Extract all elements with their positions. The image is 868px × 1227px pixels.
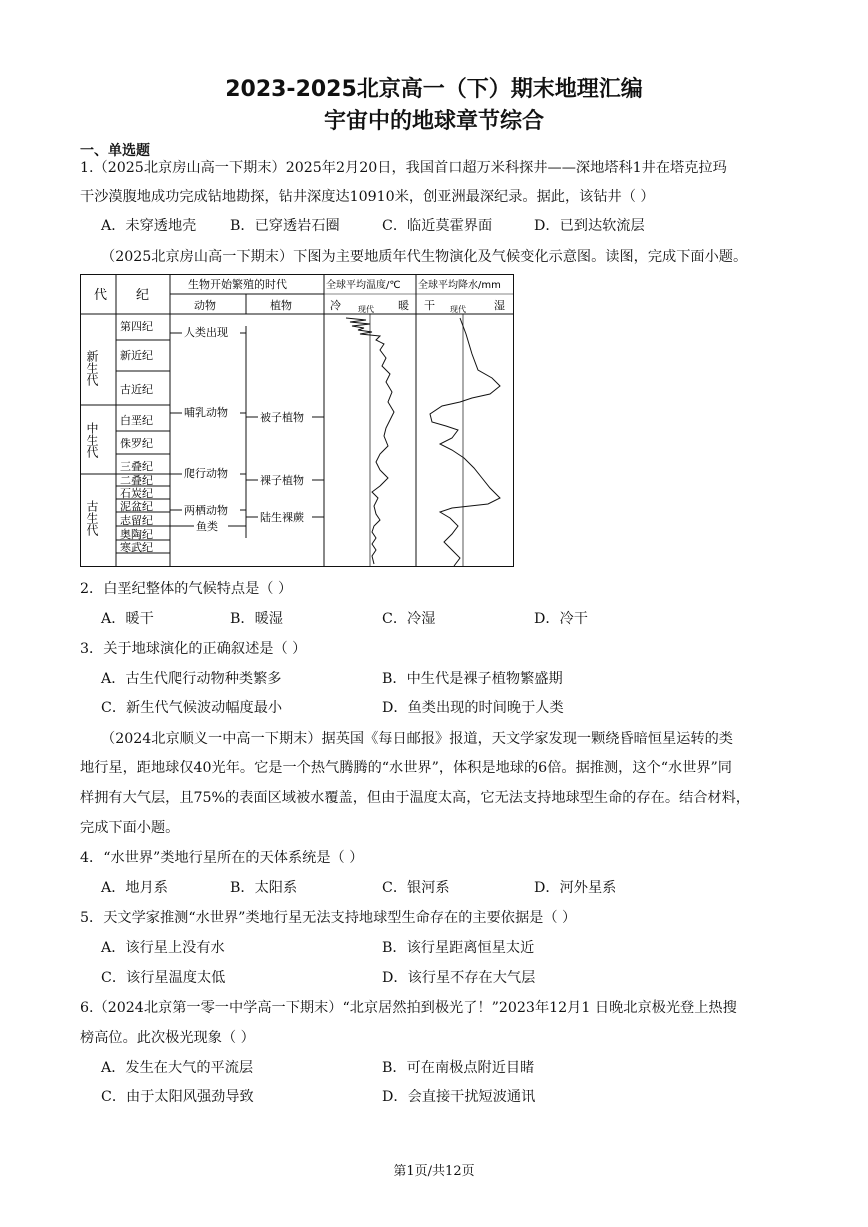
q4-stem: 4．“水世界”类地行星所在的天体系统是（ ） <box>80 850 364 866</box>
q3-option-b: B．中生代是裸子植物繁盛期 <box>382 671 563 687</box>
q4-option-b: B．太阳系 <box>230 880 298 896</box>
geologic-time-figure <box>80 274 516 570</box>
header-ji: 纪 <box>136 288 150 303</box>
q1-option-a: A．未穿透地壳 <box>101 218 197 234</box>
period-devonian: 泥盆纪 <box>120 500 153 513</box>
era-paleozoic: 古生代 <box>85 500 99 536</box>
q3-option-a: A．古生代爬行动物种类繁多 <box>101 671 282 687</box>
q1-stem-line1: 1.（2025北京房山高一下期末）2025年2月20日，我国首口超万米科探井——深地塔科1井在塔克拉玛 <box>80 160 727 176</box>
intro-water-world-line3: 样拥有大气层，且75%的表面区域被水覆盖，但由于温度太高，它无法支持地球型生命的存在。结合材料， <box>80 790 750 806</box>
plant-gymnosperms: 裸子植物 <box>260 474 304 487</box>
section-heading: 一、单选题 <box>80 143 150 159</box>
q3-option-c: C．新生代气候波动幅度最小 <box>101 700 283 716</box>
header-plant: 植物 <box>270 299 292 312</box>
q6-option-c: C．由于太阳风强劲导致 <box>101 1089 254 1105</box>
period-ordovician: 奥陶纪 <box>120 528 153 541</box>
page-subtitle: 宇宙中的地球章节综合 <box>323 109 544 134</box>
period-neogene: 新近纪 <box>120 349 153 362</box>
q5-option-d: D．该行星不存在大气层 <box>382 970 536 986</box>
q3-option-d: D．鱼类出现的时间晚于人类 <box>382 700 564 716</box>
intro-geologic: （2025北京房山高一下期末）下图为主要地质年代生物演化及气候变化示意图。读图，完成下面小题。 <box>101 249 748 265</box>
q1-option-d: D．已到达软流层 <box>534 218 645 234</box>
period-triassic: 三叠纪 <box>120 460 153 473</box>
q2-option-d: D．冷干 <box>534 611 588 627</box>
q5-stem: 5．天文学家推测“水世界”类地行星无法支持地球型生命存在的主要依据是（ ） <box>80 910 577 926</box>
q3-stem: 3．关于地球演化的正确叙述是（ ） <box>80 641 307 657</box>
q1-option-c: C．临近莫霍界面 <box>382 218 493 234</box>
temp-cold: 冷 <box>330 299 341 312</box>
period-carboniferous: 石炭纪 <box>120 487 153 500</box>
q4-option-d: D．河外星系 <box>534 880 617 896</box>
q5-option-a: A．该行星上没有水 <box>101 940 225 956</box>
animal-amphibians: 两栖动物 <box>184 504 228 517</box>
q5-option-b: B．该行星距离恒星太近 <box>382 940 535 956</box>
q2-option-c: C．冷湿 <box>382 611 436 627</box>
temp-now: 现代 <box>358 305 374 314</box>
page-title: 2023-2025北京高一（下）期末地理汇编 <box>225 77 643 102</box>
animal-reptiles: 爬行动物 <box>184 467 228 480</box>
header-temp: 全球平均温度/℃ <box>326 280 401 291</box>
period-silurian: 志留纪 <box>120 514 153 527</box>
temp-warm: 暖 <box>398 299 409 312</box>
q2-option-b: B．暖湿 <box>230 611 283 627</box>
q6-option-a: A．发生在大气的平流层 <box>101 1060 254 1076</box>
q6-stem-line2: 榜高位。此次极光现象（ ） <box>80 1030 255 1046</box>
q6-option-d: D．会直接干扰短波通讯 <box>382 1089 536 1105</box>
period-paleogene: 古近纪 <box>120 383 153 396</box>
q6-stem-line1: 6.（2024北京第一零一中学高一下期末）“北京居然拍到极光了！”2023年12月1 日晚北京极光登上热搜 <box>80 1000 737 1016</box>
q6-option-b: B．可在南极点附近目睹 <box>382 1060 535 1076</box>
q2-stem: 2．白垩纪整体的气候特点是（ ） <box>80 581 293 597</box>
plant-angiosperms: 被子植物 <box>260 411 304 424</box>
animal-mammals: 哺乳动物 <box>184 406 228 419</box>
q1-stem-line2: 干沙漠腹地成功完成钻地勘探，钻井深度达10910米，创亚洲最深纪录。据此，该钻井（ ） <box>80 189 655 205</box>
period-quaternary: 第四纪 <box>120 320 153 333</box>
intro-water-world-line1: （2024北京顺义一中高一下期末）据英国《每日邮报》报道，天文学家发现一颗绕昏暗恒星运转的类 <box>101 731 733 747</box>
period-permian: 二叠纪 <box>120 474 153 487</box>
intro-water-world-line4: 完成下面小题。 <box>80 820 180 836</box>
q4-option-c: C．银河系 <box>382 880 450 896</box>
header-animal: 动物 <box>194 299 216 312</box>
precip-wet: 湿 <box>494 299 505 312</box>
q5-option-c: C．该行星温度太低 <box>101 970 226 986</box>
plant-psilophytes: 陆生裸蕨 <box>260 511 304 524</box>
period-jurassic: 侏罗纪 <box>120 437 153 450</box>
page-footer: 第1页/共12页 <box>393 1164 475 1179</box>
animal-fish: 鱼类 <box>196 520 218 533</box>
intro-water-world-line2: 地行星，距地球仅40光年。它是一个热气腾腾的“水世界”，体积是地球的6倍。据推测，这个“水世界”同 <box>80 760 732 776</box>
era-cenozoic: 新生代 <box>85 350 99 386</box>
precip-dry: 干 <box>424 299 435 312</box>
q1-option-b: B．已穿透岩石圈 <box>230 218 340 234</box>
header-bio: 生物开始繁殖的时代 <box>188 278 287 291</box>
q2-option-a: A．暖干 <box>101 611 154 627</box>
period-cretaceous: 白垩纪 <box>120 414 153 427</box>
q4-option-a: A．地月系 <box>101 880 168 896</box>
animal-humans: 人类出现 <box>184 326 228 339</box>
period-cambrian: 寒武纪 <box>120 541 153 554</box>
era-mesozoic: 中生代 <box>85 422 99 458</box>
header-dai: 代 <box>94 288 108 303</box>
precip-now: 现代 <box>450 305 466 314</box>
header-precip: 全球平均降水/mm <box>418 280 501 291</box>
